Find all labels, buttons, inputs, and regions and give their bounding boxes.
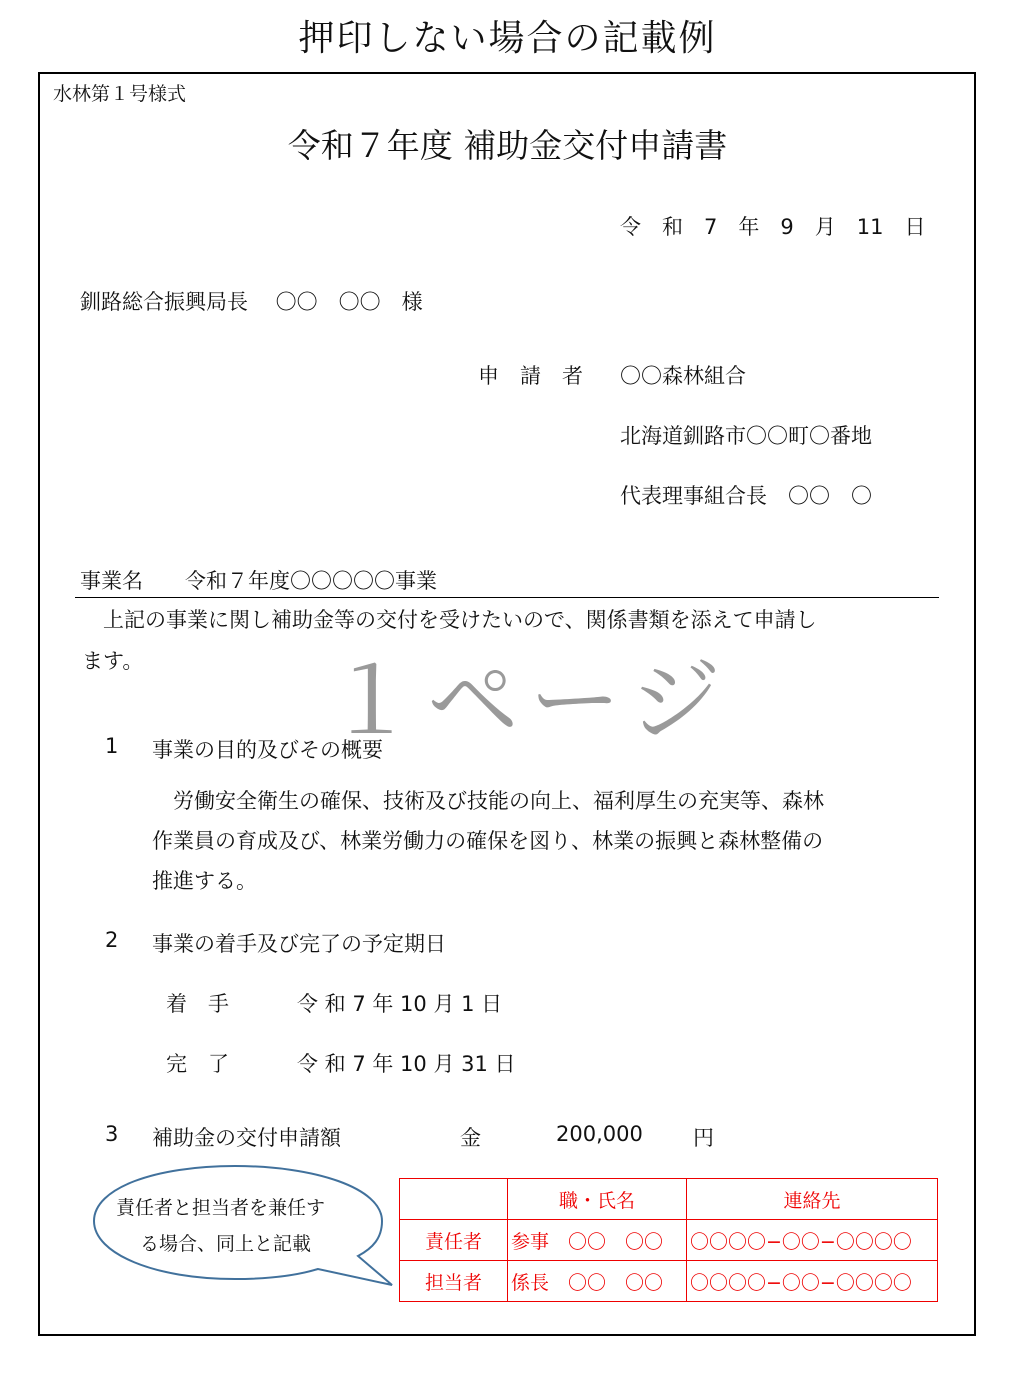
table-header bbox=[400, 1179, 508, 1220]
table-row bbox=[400, 1261, 938, 1302]
section-1-line: 推進する。 bbox=[152, 869, 257, 893]
section-1-line: 労働安全衛生の確保、技術及び技能の向上、福利厚生の充実等、森林 bbox=[152, 789, 824, 813]
callout-bubble bbox=[90, 1163, 400, 1293]
amount: 200,000 bbox=[556, 1122, 643, 1146]
applicant-org: 〇〇森林組合 bbox=[620, 364, 746, 388]
intro-text-2: ます。 bbox=[82, 649, 144, 673]
applicant-representative: 代表理事組合長 〇〇 〇 bbox=[620, 484, 872, 508]
role-cell: 担当者 bbox=[400, 1261, 508, 1302]
intro-text-1: 上記の事業に関し補助金等の交付を受けたいので、関係書類を添えて申請し bbox=[82, 608, 817, 632]
divider bbox=[75, 597, 939, 598]
start-date: 令 和 7 年 10 月 1 日 bbox=[297, 992, 503, 1016]
section-3-title: 補助金の交付申請額 bbox=[152, 1126, 341, 1150]
applicant-address: 北海道釧路市〇〇町〇番地 bbox=[620, 424, 872, 448]
section-1-number: 1 bbox=[105, 734, 119, 758]
contact-table bbox=[399, 1178, 938, 1302]
kin-label: 金 bbox=[460, 1126, 481, 1150]
end-label: 完 了 bbox=[166, 1052, 229, 1076]
table-header: 連絡先 bbox=[687, 1179, 938, 1220]
table-row bbox=[400, 1220, 938, 1261]
addressee: 釧路総合振興局長 〇〇 〇〇 様 bbox=[80, 290, 423, 314]
callout-text: る場合、同上と記載 bbox=[140, 1233, 312, 1255]
name-cell: 参事 〇〇 〇〇 bbox=[508, 1220, 687, 1261]
name-cell: 係長 〇〇 〇〇 bbox=[508, 1261, 687, 1302]
table-header-row bbox=[400, 1179, 938, 1220]
section-1-line: 作業員の育成及び、林業労働力の確保を図り、林業の振興と森林整備の bbox=[152, 829, 824, 853]
contact-cell: 〇〇〇〇−〇〇−〇〇〇〇 bbox=[687, 1261, 938, 1302]
role-cell: 責任者 bbox=[400, 1220, 508, 1261]
section-3-number: 3 bbox=[105, 1122, 119, 1146]
table-header: 職・氏名 bbox=[508, 1179, 687, 1220]
applicant-label: 申 請 者 bbox=[478, 364, 583, 388]
form-number: 水林第１号様式 bbox=[53, 83, 187, 105]
end-date: 令 和 7 年 10 月 31 日 bbox=[297, 1052, 516, 1076]
section-1-title: 事業の目的及びその概要 bbox=[152, 738, 383, 762]
contact-cell: 〇〇〇〇−〇〇−〇〇〇〇 bbox=[687, 1220, 938, 1261]
page-heading: 押印しない場合の記載例 bbox=[298, 18, 717, 59]
project-name: 事業名 令和７年度〇〇〇〇〇事業 bbox=[80, 569, 437, 593]
callout-text: 責任者と担当者を兼任す bbox=[116, 1197, 326, 1219]
page-watermark: １ページ bbox=[325, 648, 732, 755]
application-date: 令 和 7 年 9 月 11 日 bbox=[620, 215, 926, 239]
section-2-number: 2 bbox=[105, 928, 119, 952]
yen-label: 円 bbox=[693, 1126, 714, 1150]
start-label: 着 手 bbox=[166, 992, 229, 1016]
section-2-title: 事業の着手及び完了の予定期日 bbox=[152, 932, 446, 956]
document-title: 令和７年度 補助金交付申請書 bbox=[287, 126, 728, 165]
